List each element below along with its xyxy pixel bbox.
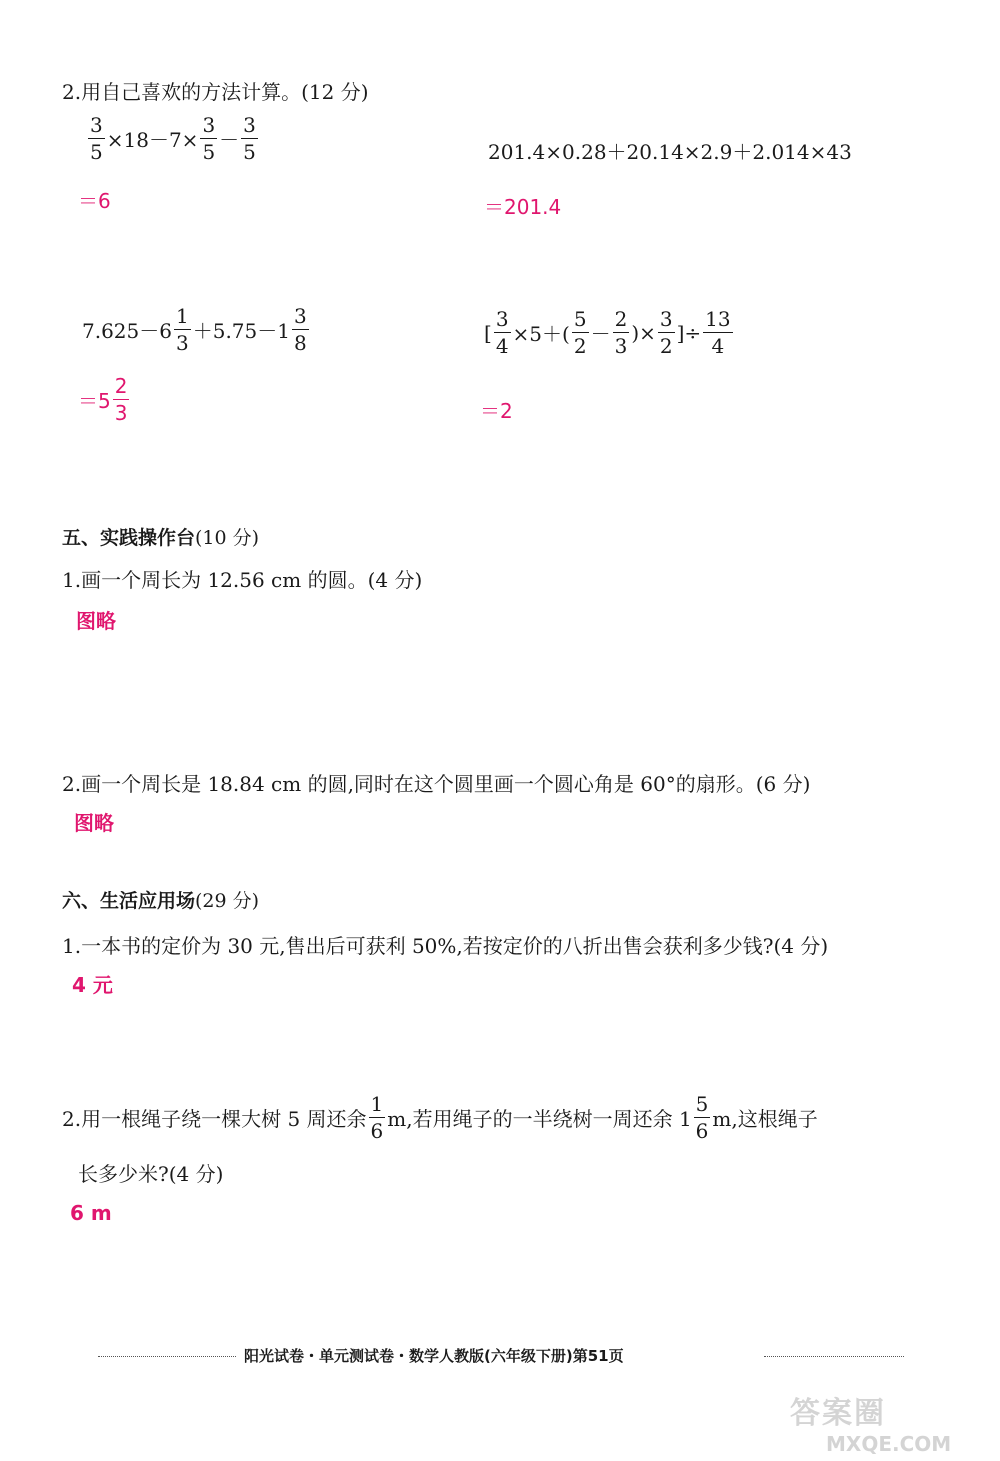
- fraction: $\frac{2}{3}$: [114, 374, 128, 425]
- fraction: $\frac{1}{3}$: [175, 304, 189, 355]
- section-6-heading: 六、生活应用场(29 分): [62, 890, 260, 912]
- section-5-heading: 五、实践操作台(10 分): [62, 527, 260, 549]
- footer-text: 阳光试卷・单元测试卷・数学人教版(六年级下册)第51页: [244, 1347, 624, 1365]
- section-6-answer-1: 4 元: [72, 973, 113, 997]
- watermark-logo: 答案圈: [790, 1396, 886, 1431]
- answer-1: ＝6: [78, 189, 111, 213]
- answer-3: ＝5 $\frac{2}{3}$: [78, 374, 128, 425]
- fraction: $\frac{3}{4}$: [495, 307, 509, 358]
- watermark-site: MXQE.COM: [826, 1432, 952, 1456]
- fraction: $\frac{3}{5}$: [90, 113, 103, 164]
- section-5-question-2: 2.画一个周长是 18.84 cm 的圆,同时在这个圆里画一个圆心角是 60°的扇形。(6 分): [62, 772, 811, 796]
- fraction: $\frac{3}{8}$: [293, 304, 307, 355]
- fraction: $\frac{1}{6}$: [370, 1092, 384, 1143]
- section-5-answer-1: 图略: [76, 609, 116, 633]
- expression-3: 7.625－6 $\frac{1}{3}$ ＋5.75－1 $\frac{3}{8}$: [82, 304, 307, 355]
- footer-dots-left: [98, 1356, 236, 1357]
- answer-4: ＝2: [480, 399, 513, 423]
- fraction: $\frac{5}{2}$: [573, 307, 587, 358]
- fraction: $\frac{3}{2}$: [659, 307, 673, 358]
- section-6-question-2-line2: 长多少米?(4 分): [78, 1162, 224, 1186]
- question-2-title: 2.用自己喜欢的方法计算。(12 分): [62, 80, 369, 104]
- section-5-answer-2: 图略: [74, 811, 114, 835]
- section-6-question-2: 2.用一根绳子绕一棵大树 5 周还余 $\frac{1}{6}$ m,若用绳子的一半绕树一周还余 1 $\frac{5}{6}$ m,这根绳子: [62, 1092, 818, 1143]
- footer-dots-right: [764, 1356, 904, 1357]
- fraction: $\frac{5}{6}$: [695, 1092, 709, 1143]
- expression-4: [ $\frac{3}{4}$ ×5＋( $\frac{5}{2}$ － $\frac{2}{3}$ )× $\frac{3}{2}$ ]÷ $\frac{13}{4}$: [484, 307, 731, 358]
- expression-2: 201.4×0.28＋20.14×2.9＋2.014×43: [488, 140, 852, 164]
- section-6-answer-2: 6 m: [70, 1201, 112, 1225]
- fraction: $\frac{3}{5}$: [243, 113, 256, 164]
- fraction: $\frac{3}{5}$: [202, 113, 216, 164]
- expression-1: $\frac{3}{5}$ ×18－7× $\frac{3}{5}$ － $\frac{3}{5}$: [90, 113, 256, 164]
- fraction: $\frac{2}{3}$: [614, 307, 628, 358]
- section-6-question-1: 1.一本书的定价为 30 元,售出后可获利 50%,若按定价的八折出售会获利多少钱?(4 分): [62, 934, 829, 958]
- section-5-question-1: 1.画一个周长为 12.56 cm 的圆。(4 分): [62, 568, 423, 592]
- fraction: $\frac{13}{4}$: [705, 307, 731, 358]
- answer-2: ＝201.4: [484, 195, 562, 219]
